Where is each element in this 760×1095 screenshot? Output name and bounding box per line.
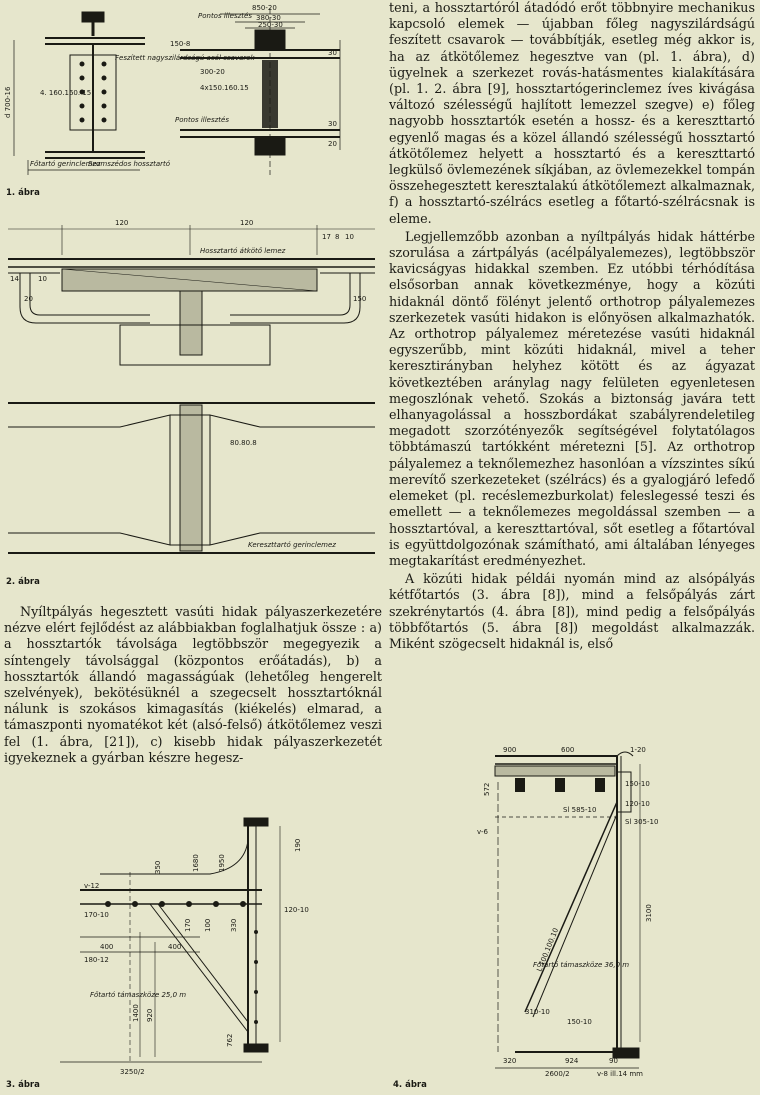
fig2-dim-9: 20	[24, 295, 33, 303]
figure-4-caption: 4. ábra	[393, 1080, 427, 1090]
fig1-label-6: 300-20	[200, 68, 225, 76]
fig4-label-5: 120-10	[625, 800, 650, 808]
figure-2-caption: 2. ábra	[6, 577, 40, 587]
fig1-dim-7: 20	[328, 140, 337, 148]
fig3-label-3: 180-12	[84, 956, 109, 964]
fig1-dim-4: d 700-16	[4, 86, 12, 118]
fig1-dim-1: 850-20	[252, 4, 277, 12]
fig2-dim-1: 120	[115, 219, 129, 227]
fig3-dim-5: 400	[100, 943, 114, 951]
fig1-label-2: Feszített nagyszilárdságú acél csavarok	[115, 54, 255, 62]
fig1-label-5: 150-8	[170, 40, 191, 48]
figure-2	[0, 215, 385, 587]
fig4-dim-9: 90	[609, 1057, 618, 1065]
fig4-label-1: v-6	[477, 828, 488, 836]
paragraph-left-1: Nyíltpályás hegesztett vasúti hidak pályaszerkezetére nézve elért fejlődést az alábbiakban foglalhatjuk össze : a) a hossztartók távolsága legtöbbször megegyezik a síntengely távolsággal (központos erőátadás), b) a hossztartók állandó magasságúak (lehetőleg hengerelt szelvények), bekötésüknél a szegecselt hossztartóknál nálunk is szokásos kimagasítás (kiékelés) elmarad, a támaszponti nyomatékot két (alsó-felső) átkötőlemez veszi fel (1. ábra, [21]), c) kisebb hidak pályaszerkezetét igyekeznek a gyárban készre hegesz-	[4, 604, 382, 765]
figure-2-drawing	[0, 215, 385, 575]
fig3-label-2: 170-10	[84, 911, 109, 919]
fig3-dim-14: 1680	[192, 854, 200, 872]
fig1-label-3: 4. 160.160. 15	[40, 89, 92, 97]
figure-3-caption: 3. ábra	[6, 1080, 40, 1090]
paragraph-3: A közúti hidak példái nyomán mind az alsópályás kétfőtartós (3. ábra [8]), mind a felsőpályás zárt szekrénytartós (4. ábra [8]), mind pedig a felsőpályás többfőtartós (5. ábra [8]) megoldást alkalmazzák. Miként szögecselt hidaknál is, első	[389, 571, 755, 651]
fig2-dim-4: 8	[335, 233, 340, 241]
figure-1-caption: 1. ábra	[6, 188, 40, 198]
fig3-label-4: Főtartó támaszköze 25,0 m	[90, 991, 187, 999]
left-text-column	[4, 604, 382, 766]
fig4-label-6: L 100.100.10	[535, 926, 561, 973]
fig4-label-3: Sl 305-10	[625, 818, 659, 826]
fig1-dim-6: 30	[328, 120, 337, 128]
fig4-dim-1: 1-20	[630, 746, 646, 754]
fig3-dim-11: 3250/2	[120, 1068, 145, 1076]
fig1-label-4: 4x150.160.15	[200, 84, 249, 92]
fig4-dim-2: 900	[503, 746, 517, 754]
fig2-dim-6: 10	[38, 275, 47, 283]
paragraph-1: teni, a hossztartóról átadódó erőt többnyire mechanikus kapcsoló elemek — újabban főleg nagyszilárdságú feszített csavarok — továbbítják, esetleg még akkor is, ha az átkötőlemez hegesztve van (pl. 1. ábra), d) ügyelnek a szerkezet rovás-hatásmentes kialakítására (pl. 1. 2. ábra [9], hossztartógerinclemez íves kivágása változó szélességű hajlított lemezzel szegve) e) főleg nagyobb hossztartók esetén a hossz- és a kereszttartó egyenlő magas és a közel állandó szélességű hossztartó átkötőlemez helyett a hossztartó és a kereszttartó legkülső övlemezének síkjában, az övlemezekkel tompán összehegesztett keresztalakú átkötőlemezt alkalmaznak, f) a hossztartó-szélrács esetleg a főtartó-szélrácsnak is eleme.	[389, 0, 755, 226]
fig2-dim-7: 14	[10, 275, 19, 283]
fig4-label-4: 150-10	[625, 780, 650, 788]
fig3-dim-10: 762	[226, 1033, 234, 1047]
figure-3	[0, 812, 385, 1090]
fig1-label-7: Pontos illesztés	[175, 116, 230, 124]
fig4-label-2: Sl 585-10	[563, 806, 597, 814]
fig1-dim-2: 380-30	[256, 14, 281, 22]
fig3-label-1: v-12	[84, 882, 100, 890]
figure-4-drawing	[385, 742, 760, 1077]
fig4-dim-6: 320	[503, 1057, 517, 1065]
fig4-label-7: Főtartó támaszköze 36,0 m	[533, 961, 630, 969]
fig4-label-8: 310-10	[525, 1008, 550, 1016]
fig2-label-2: 80.80.8	[230, 439, 257, 447]
figure-4	[385, 742, 760, 1090]
fig4-dim-3: 600	[561, 746, 575, 754]
fig3-dim-8: 920	[146, 1008, 154, 1022]
fig4-label-10: v-8 ill.14 mm	[597, 1070, 643, 1077]
fig3-dim-12: 1950	[218, 854, 226, 872]
fig4-label-9: 150-10	[567, 1018, 592, 1026]
figure-3-drawing	[0, 812, 385, 1077]
fig3-dim-3: 170	[184, 918, 192, 932]
fig2-dim-8: 150	[353, 295, 367, 303]
figure-1	[0, 0, 385, 198]
fig1-dim-3: 250-30	[258, 21, 283, 29]
fig4-dim-4: 572	[483, 782, 491, 796]
fig3-dim-1: 120-10	[284, 906, 309, 914]
figure-1-drawing	[0, 0, 385, 185]
fig3-dim-13: 190	[294, 838, 302, 852]
fig2-dim-3: 17	[322, 233, 331, 241]
fig3-dim-6: 400	[168, 943, 182, 951]
fig1-dim-5: 30	[328, 49, 337, 57]
fig4-dim-7: 924	[565, 1057, 579, 1065]
fig1-label-1: Pontos illesztés	[198, 12, 253, 20]
right-text-column	[389, 0, 755, 652]
paragraph-2: Legjellemzőbb azonban a nyíltpályás hidak háttérbe szorulása a zártpályás (acélpályalemezes), legtöbbször kavicságyas hidakkal szemben. Ez utóbbi térhódítása elsősorban annak következménye, hogy a közúti hidaknál döntő fölényt jelentő orthotrop pályalemezes szerkezetek vasúti hidakon is előnyösen alkalmazhatók. Az orthotrop pályalemez méretezése vasúti hidaknál egyszerűbb, mint közúti hidaknál, mivel a teher keresztirányban helyhez kötött és az ágyazat következtében aránylag nagy felületen egyenletesen megoszlónak vehető. Szokás a biztonság javára tett elhanyagolással a hosszbordákat szabályrendeletileg megadott szorzótényezők segítségével folytatólagos többtámaszú tartókként méretezni [5]. Az orthotrop pályalemez a teknőlemezhez hasonlóan a vízszintes síkú merevítő szerkezeteket (szélrács) és a gyalogjáró lefedő elemeket (pl. recéslemezburkolat) feleslegessé teszi és emellett — a teknőlemezes megoldással szemben — a hossztartóval, a kereszttartóval, sőt esetleg a főtartóval is együttdolgozónak számítható, ami általában lényeges megtakarítást eredményezhet.	[389, 228, 755, 568]
fig4-dim-5: 3100	[645, 904, 653, 922]
fig3-dim-4: 100	[204, 918, 212, 932]
fig3-dim-2: 350	[154, 860, 162, 874]
fig2-label-1: Hossztartó átkötő lemez	[200, 247, 286, 255]
fig2-dim-5: 10	[345, 233, 354, 241]
fig2-dim-2: 120	[240, 219, 254, 227]
fig1-label-9: Szomszédos hossztartó	[88, 160, 171, 168]
fig4-dim-8: 2600/2	[545, 1070, 570, 1077]
fig1-label-8: Főtartó gerinclemez	[30, 160, 101, 168]
fig3-dim-7: 330	[230, 918, 238, 932]
fig2-label-3: Kereszttartó gerinclemez	[248, 541, 336, 549]
fig3-dim-9: 1400	[132, 1004, 140, 1022]
